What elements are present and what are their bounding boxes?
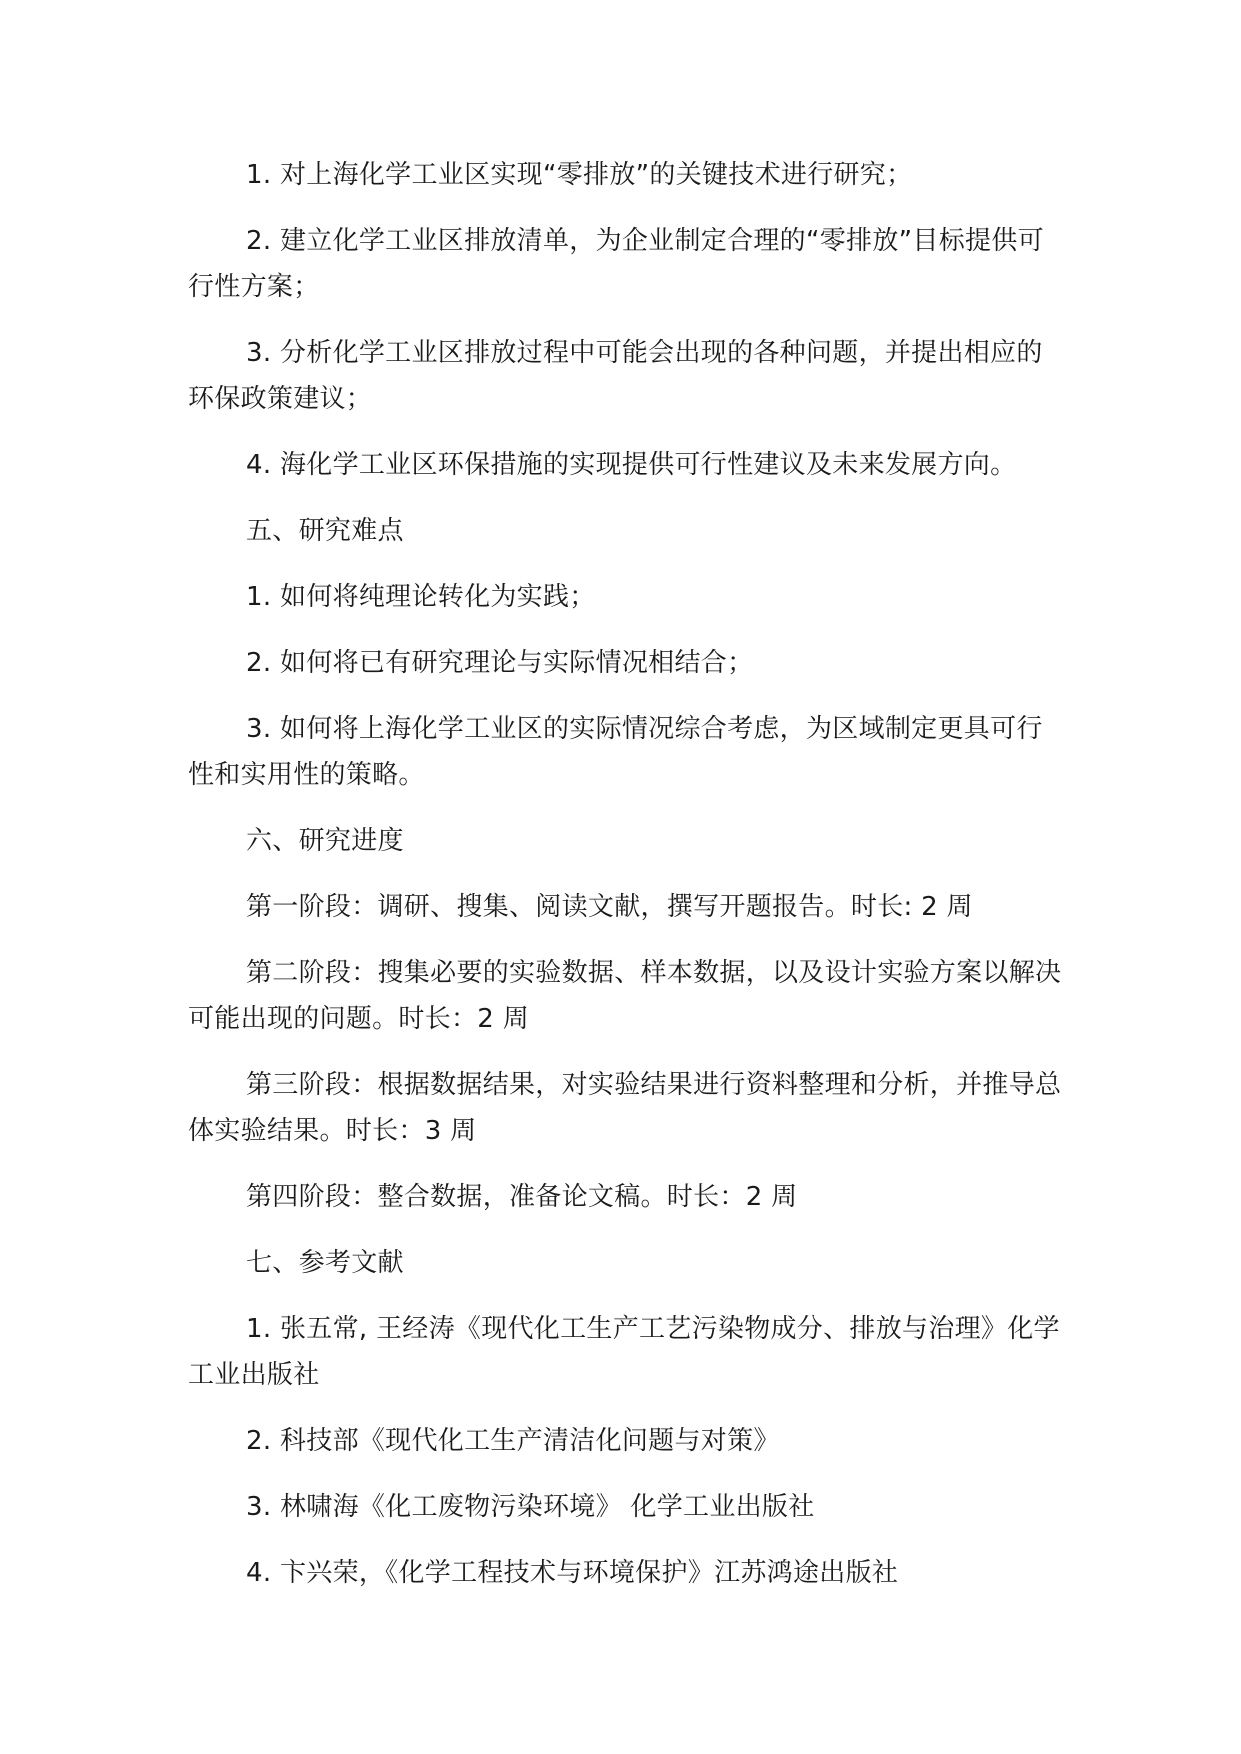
goal-item-3: 3. 分析化学工业区排放过程中可能会出现的各种问题，并提出相应的环保政策建议；	[188, 338, 1043, 414]
section-heading-difficulties: 五、研究难点	[246, 516, 404, 546]
goal-item-1: 1. 对上海化学工业区实现“零排放”的关键技术进行研究；	[246, 160, 913, 190]
goal-item-4: 4. 海化学工业区环保措施的实现提供可行性建议及未来发展方向。	[246, 450, 1017, 480]
document-body	[188, 152, 1068, 1596]
reference-item-4: 4. 卞兴荣，《化学工程技术与环境保护》江苏鸿途出版社	[246, 1558, 899, 1588]
section-heading-progress: 六、研究进度	[246, 826, 404, 856]
progress-stage-1: 第一阶段：调研、搜集、阅读文献，撰写开题报告。时长: 2 周	[246, 892, 973, 922]
difficulty-item-3: 3. 如何将上海化学工业区的实际情况综合考虑，为区域制定更具可行性和实用性的策略。	[188, 714, 1043, 790]
progress-stage-2: 第二阶段：搜集必要的实验数据、样本数据，以及设计实验方案以解决可能出现的问题。时长：2 周	[188, 958, 1062, 1034]
progress-stage-3: 第三阶段：根据数据结果，对实验结果进行资料整理和分析，并推导总体实验结果。时长：3 周	[188, 1070, 1062, 1146]
section-heading-references: 七、参考文献	[246, 1248, 404, 1278]
progress-stage-4: 第四阶段：整合数据，准备论文稿。时长：2 周	[246, 1182, 798, 1212]
reference-item-2: 2. 科技部《现代化工生产清洁化问题与对策》	[246, 1426, 780, 1456]
difficulty-item-1: 1. 如何将纯理论转化为实践；	[246, 582, 596, 612]
reference-item-1: 1. 张五常, 王经涛《现代化工生产工艺污染物成分、排放与治理》化学工业出版社	[188, 1314, 1060, 1390]
goal-item-2: 2. 建立化学工业区排放清单，为企业制定合理的“零排放”目标提供可行性方案；	[188, 226, 1044, 302]
reference-item-3: 3. 林啸海《化工废物污染环境》 化学工业出版社	[246, 1492, 815, 1522]
difficulty-item-2: 2. 如何将已有研究理论与实际情况相结合；	[246, 648, 754, 678]
